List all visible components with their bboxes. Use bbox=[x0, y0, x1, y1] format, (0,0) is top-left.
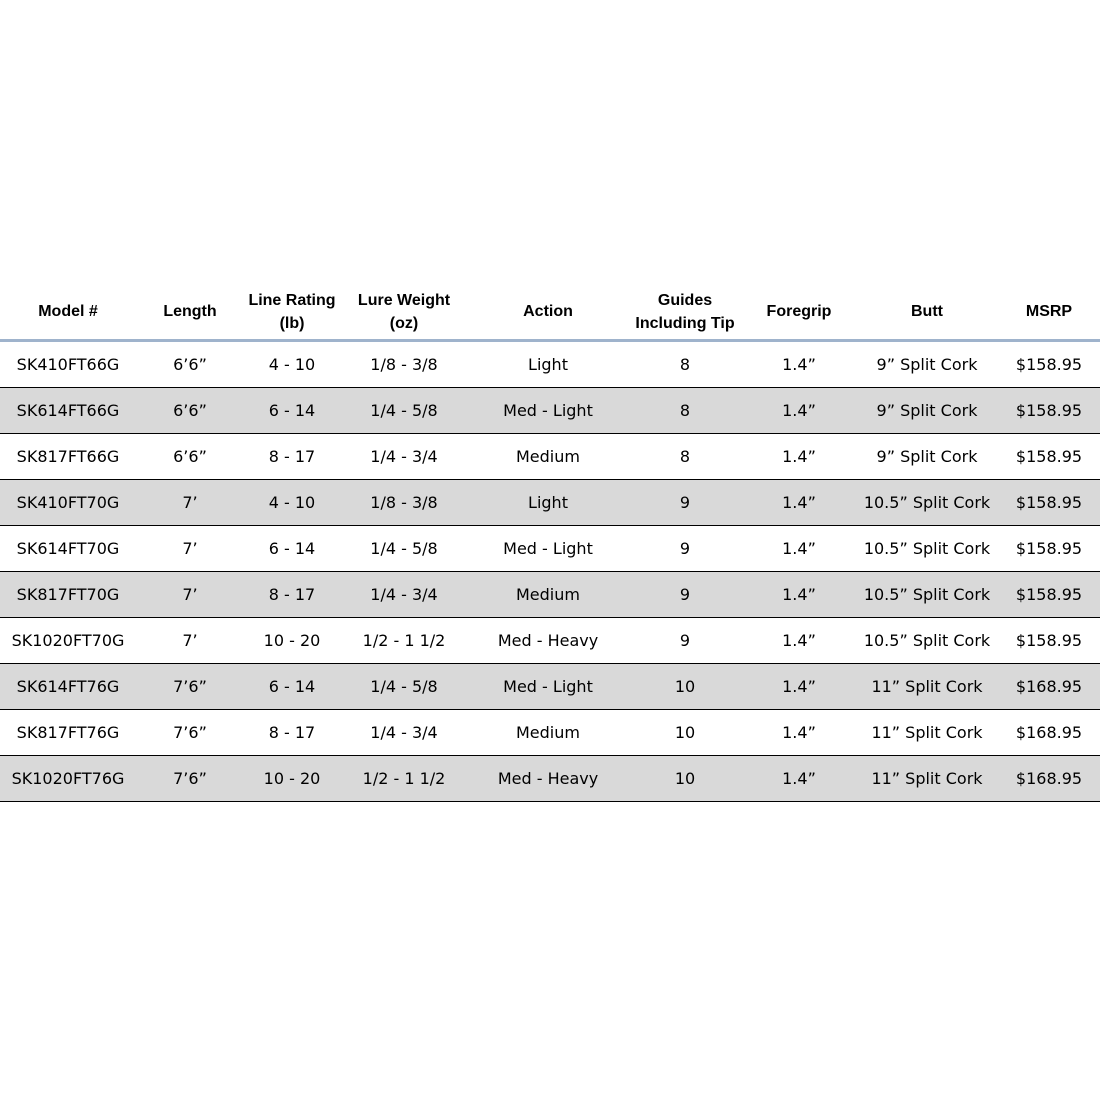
cell-length: 7’ bbox=[182, 493, 198, 512]
cell-action: Med - Light bbox=[503, 539, 593, 558]
cell-msrp: $158.95 bbox=[1015, 493, 1083, 512]
cell-butt: 9” Split Cork bbox=[876, 401, 978, 420]
cell-butt: 11” Split Cork bbox=[871, 723, 983, 742]
cell-length: 7’6” bbox=[173, 677, 207, 696]
cell-line-rating: 10 - 20 bbox=[263, 769, 321, 788]
cell-model: SK1020FT70G bbox=[11, 631, 125, 650]
cell-line-rating: 6 - 14 bbox=[268, 677, 316, 696]
rod-spec-table bbox=[0, 284, 1100, 802]
cell-foregrip: 1.4” bbox=[782, 355, 816, 374]
header-length-label: Length bbox=[163, 303, 217, 320]
cell-butt: 10.5” Split Cork bbox=[863, 493, 991, 512]
cell-action: Light bbox=[528, 493, 568, 512]
header-model-label: Model # bbox=[38, 303, 98, 320]
table-row bbox=[0, 434, 1100, 480]
cell-butt: 11” Split Cork bbox=[871, 769, 983, 788]
cell-foregrip: 1.4” bbox=[782, 493, 816, 512]
cell-line-rating: 8 - 17 bbox=[268, 585, 316, 604]
table-row bbox=[0, 664, 1100, 710]
cell-foregrip: 1.4” bbox=[782, 769, 816, 788]
cell-model: SK817FT76G bbox=[16, 723, 120, 742]
cell-guides: 9 bbox=[679, 585, 691, 604]
header-msrp-label: MSRP bbox=[1025, 303, 1073, 320]
cell-guides: 9 bbox=[679, 631, 691, 650]
cell-model: SK410FT66G bbox=[16, 355, 120, 374]
header-line-rating-unit: (lb) bbox=[279, 314, 305, 332]
cell-msrp: $158.95 bbox=[1015, 447, 1083, 466]
cell-guides: 8 bbox=[679, 355, 691, 374]
cell-model: SK614FT70G bbox=[16, 539, 120, 558]
cell-foregrip: 1.4” bbox=[782, 401, 816, 420]
cell-guides: 10 bbox=[674, 723, 696, 742]
cell-foregrip: 1.4” bbox=[782, 631, 816, 650]
cell-guides: 8 bbox=[679, 447, 691, 466]
cell-guides: 9 bbox=[679, 539, 691, 558]
cell-msrp: $158.95 bbox=[1015, 401, 1083, 420]
header-line-rating bbox=[244, 289, 340, 335]
cell-foregrip: 1.4” bbox=[782, 447, 816, 466]
cell-line-rating: 8 - 17 bbox=[268, 723, 316, 742]
cell-length: 7’ bbox=[182, 631, 198, 650]
header-line-rating-label: Line Rating bbox=[248, 291, 336, 309]
header-action bbox=[468, 300, 628, 323]
cell-length: 7’6” bbox=[173, 769, 207, 788]
table-body bbox=[0, 342, 1100, 802]
table-row bbox=[0, 618, 1100, 664]
cell-action: Medium bbox=[516, 585, 580, 604]
table-row bbox=[0, 710, 1100, 756]
cell-action: Medium bbox=[516, 723, 580, 742]
header-msrp bbox=[998, 300, 1100, 323]
cell-msrp: $158.95 bbox=[1015, 585, 1083, 604]
cell-model: SK410FT70G bbox=[16, 493, 120, 512]
cell-length: 7’ bbox=[182, 585, 198, 604]
cell-guides: 8 bbox=[679, 401, 691, 420]
cell-action: Light bbox=[528, 355, 568, 374]
cell-msrp: $168.95 bbox=[1015, 723, 1083, 742]
cell-line-rating: 6 - 14 bbox=[268, 539, 316, 558]
cell-action: Med - Light bbox=[503, 401, 593, 420]
cell-line-rating: 4 - 10 bbox=[268, 355, 316, 374]
cell-msrp: $158.95 bbox=[1015, 355, 1083, 374]
header-foregrip-label: Foregrip bbox=[766, 303, 832, 320]
cell-guides: 10 bbox=[674, 769, 696, 788]
cell-action: Med - Light bbox=[503, 677, 593, 696]
header-lure-weight-label: Lure Weight bbox=[357, 291, 451, 309]
table-row bbox=[0, 572, 1100, 618]
cell-length: 7’6” bbox=[173, 723, 207, 742]
cell-line-rating: 10 - 20 bbox=[263, 631, 321, 650]
cell-butt: 11” Split Cork bbox=[871, 677, 983, 696]
header-guides-sublabel: Including Tip bbox=[635, 314, 735, 332]
cell-butt: 9” Split Cork bbox=[876, 447, 978, 466]
header-foregrip bbox=[742, 300, 856, 323]
cell-length: 6’6” bbox=[173, 447, 207, 466]
table-row bbox=[0, 342, 1100, 388]
header-guides bbox=[628, 289, 742, 335]
cell-lure-weight: 1/2 - 1 1/2 bbox=[362, 631, 446, 650]
cell-foregrip: 1.4” bbox=[782, 723, 816, 742]
cell-length: 6’6” bbox=[173, 355, 207, 374]
cell-line-rating: 6 - 14 bbox=[268, 401, 316, 420]
cell-msrp: $168.95 bbox=[1015, 769, 1083, 788]
cell-lure-weight: 1/2 - 1 1/2 bbox=[362, 769, 446, 788]
cell-guides: 9 bbox=[679, 493, 691, 512]
cell-butt: 10.5” Split Cork bbox=[863, 585, 991, 604]
cell-lure-weight: 1/4 - 3/4 bbox=[370, 447, 438, 466]
cell-foregrip: 1.4” bbox=[782, 677, 816, 696]
cell-model: SK614FT76G bbox=[16, 677, 120, 696]
cell-action: Medium bbox=[516, 447, 580, 466]
header-lure-weight-unit: (oz) bbox=[389, 314, 419, 332]
cell-line-rating: 4 - 10 bbox=[268, 493, 316, 512]
cell-length: 6’6” bbox=[173, 401, 207, 420]
cell-length: 7’ bbox=[182, 539, 198, 558]
header-model bbox=[0, 300, 136, 323]
header-guides-label: Guides bbox=[657, 291, 713, 309]
table-row bbox=[0, 756, 1100, 802]
cell-line-rating: 8 - 17 bbox=[268, 447, 316, 466]
cell-foregrip: 1.4” bbox=[782, 585, 816, 604]
table-row bbox=[0, 480, 1100, 526]
cell-lure-weight: 1/4 - 5/8 bbox=[370, 401, 438, 420]
cell-model: SK817FT70G bbox=[16, 585, 120, 604]
cell-foregrip: 1.4” bbox=[782, 539, 816, 558]
cell-lure-weight: 1/8 - 3/8 bbox=[370, 493, 438, 512]
cell-action: Med - Heavy bbox=[497, 631, 599, 650]
cell-lure-weight: 1/4 - 5/8 bbox=[370, 539, 438, 558]
cell-butt: 9” Split Cork bbox=[876, 355, 978, 374]
header-butt-label: Butt bbox=[911, 303, 943, 320]
cell-model: SK614FT66G bbox=[16, 401, 120, 420]
table-row bbox=[0, 526, 1100, 572]
cell-lure-weight: 1/8 - 3/8 bbox=[370, 355, 438, 374]
header-action-label: Action bbox=[523, 303, 573, 320]
cell-guides: 10 bbox=[674, 677, 696, 696]
cell-butt: 10.5” Split Cork bbox=[863, 631, 991, 650]
table-row bbox=[0, 388, 1100, 434]
cell-action: Med - Heavy bbox=[497, 769, 599, 788]
cell-lure-weight: 1/4 - 5/8 bbox=[370, 677, 438, 696]
header-butt bbox=[856, 300, 998, 323]
header-lure-weight bbox=[340, 289, 468, 335]
cell-lure-weight: 1/4 - 3/4 bbox=[370, 585, 438, 604]
cell-msrp: $158.95 bbox=[1015, 539, 1083, 558]
header-length bbox=[136, 300, 244, 323]
cell-msrp: $168.95 bbox=[1015, 677, 1083, 696]
table-header-row bbox=[0, 284, 1100, 342]
cell-lure-weight: 1/4 - 3/4 bbox=[370, 723, 438, 742]
cell-butt: 10.5” Split Cork bbox=[863, 539, 991, 558]
cell-model: SK1020FT76G bbox=[11, 769, 125, 788]
cell-msrp: $158.95 bbox=[1015, 631, 1083, 650]
cell-model: SK817FT66G bbox=[16, 447, 120, 466]
